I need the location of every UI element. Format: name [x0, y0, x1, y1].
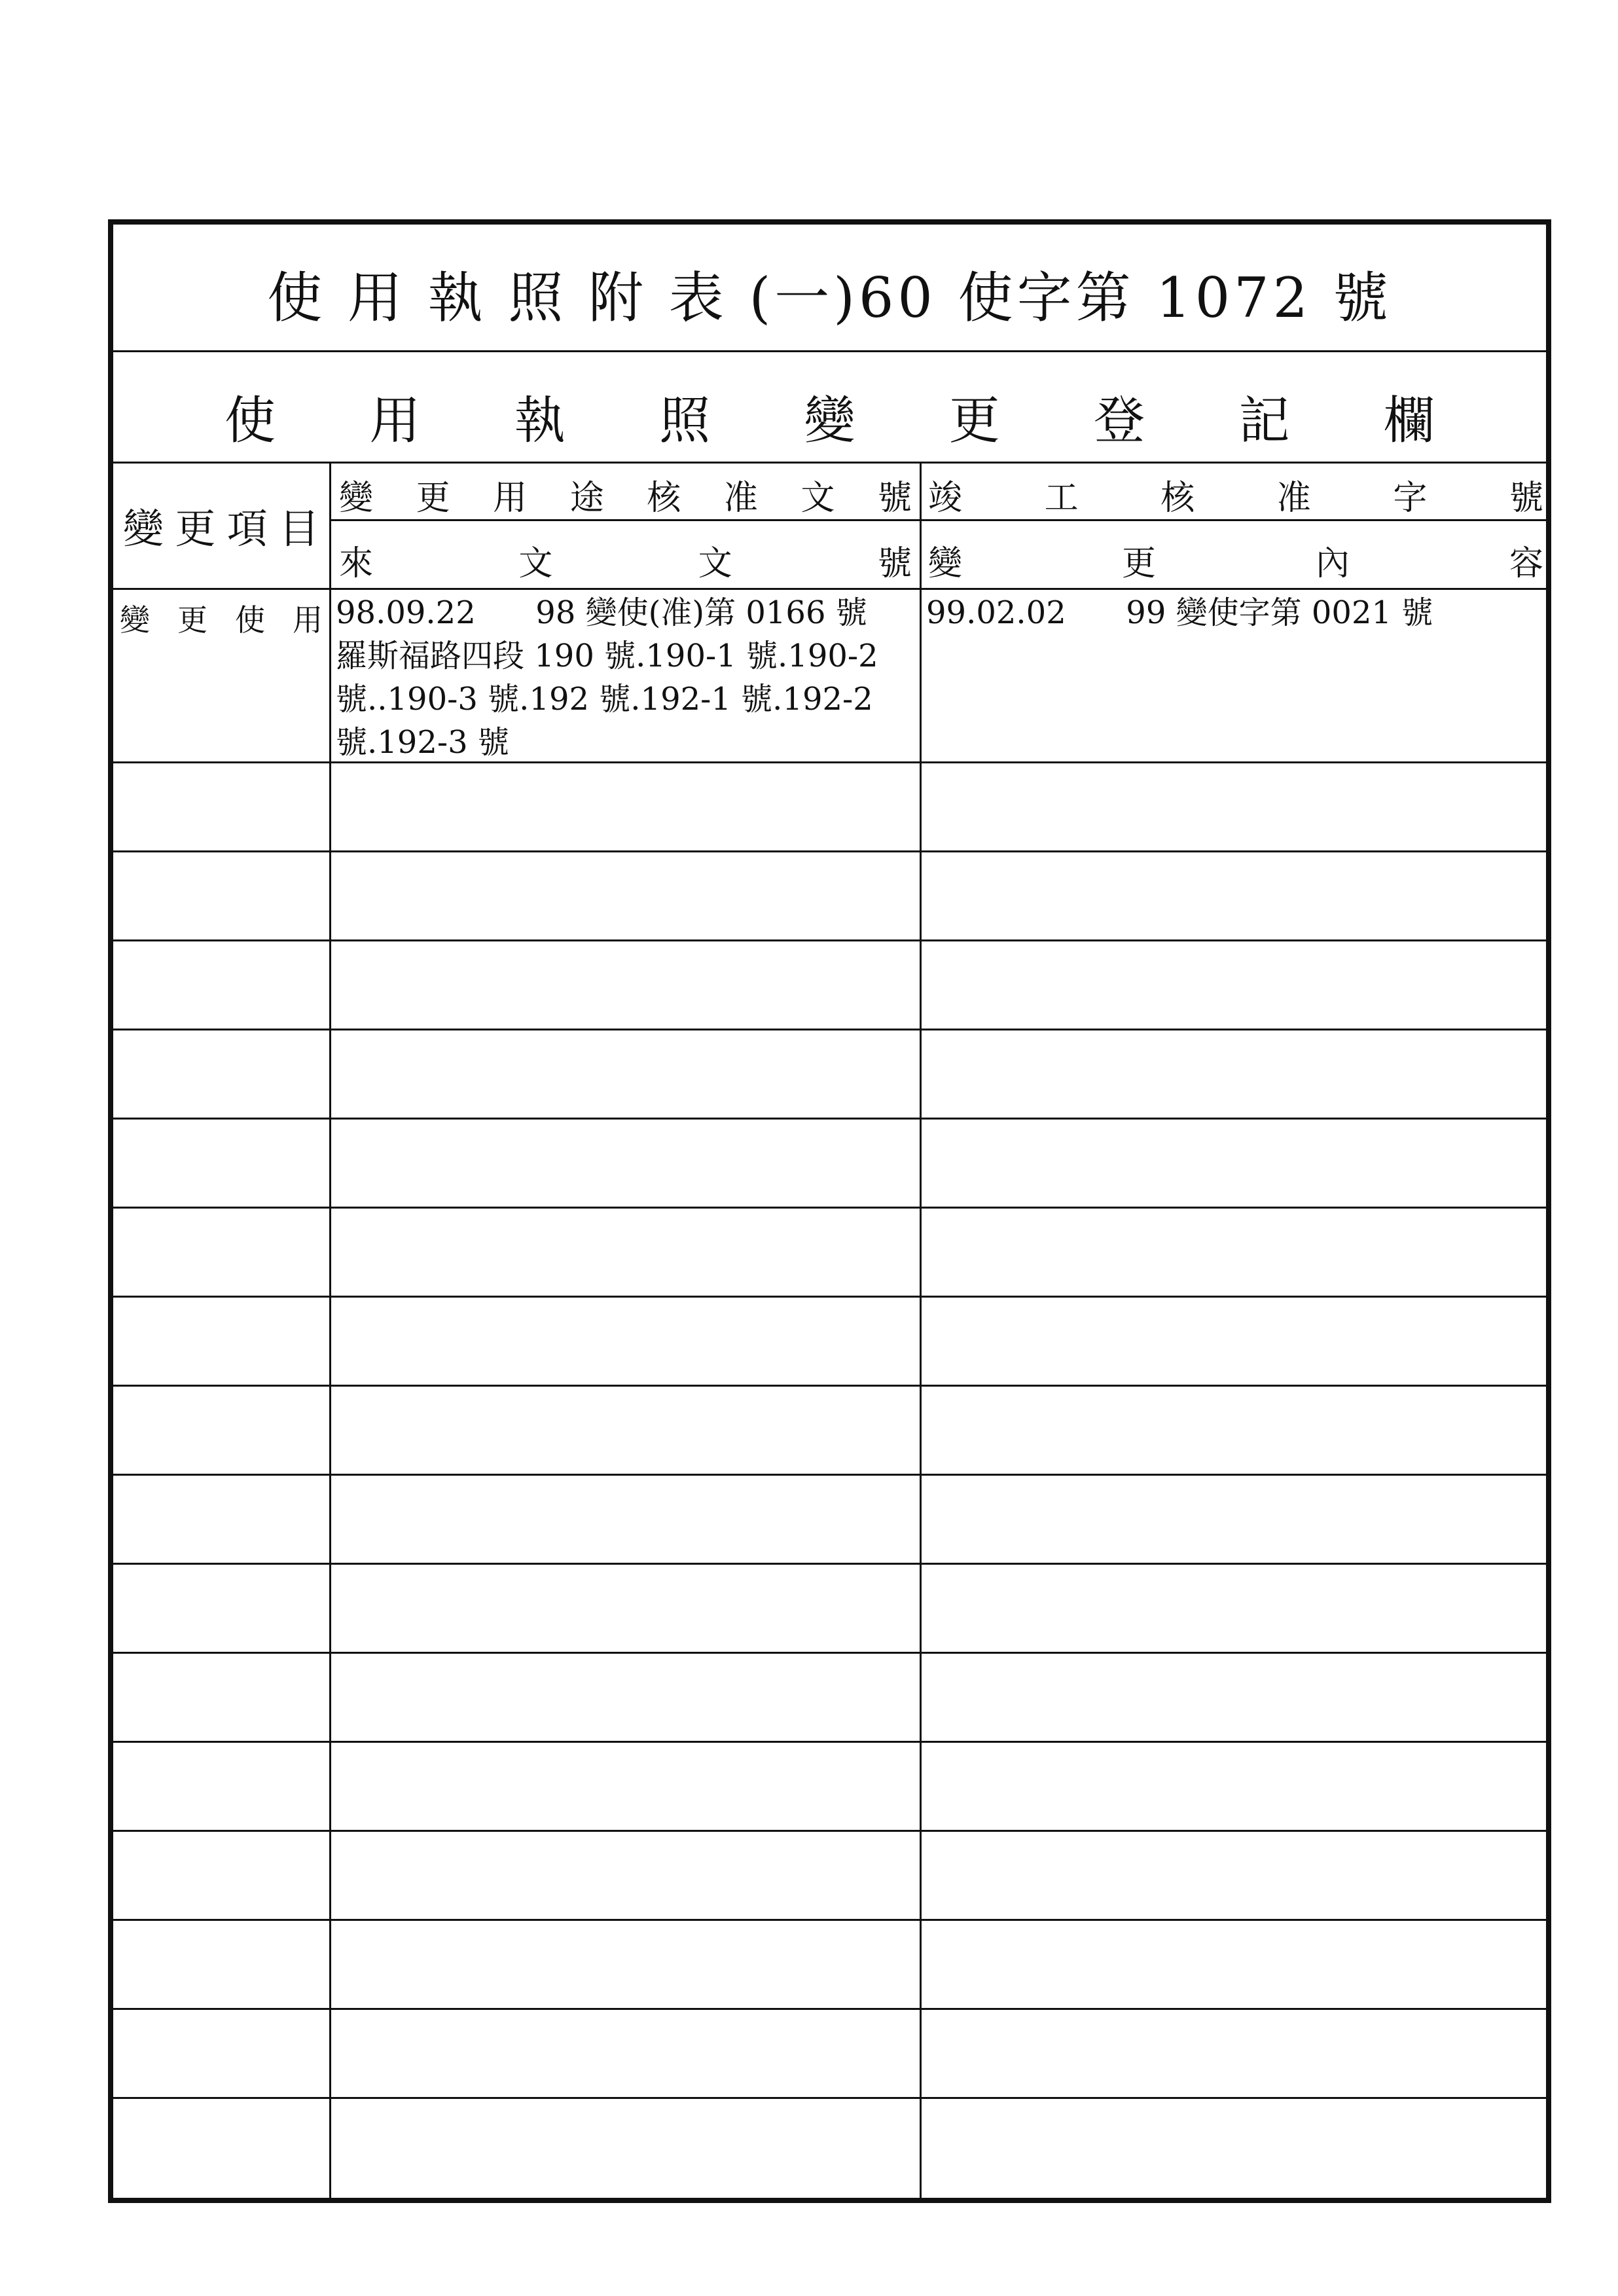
header-char: 變 [928, 544, 963, 583]
row-item-char: 用 [293, 602, 323, 638]
header-char: 文 [800, 479, 835, 518]
row-line [113, 1029, 1551, 1030]
header-item-char: 目 [278, 505, 319, 553]
header-incoming-doc-no [339, 536, 912, 585]
row-line [113, 1474, 1551, 1476]
header-item-char: 項 [226, 505, 268, 553]
section-title-char: 用 [369, 392, 421, 450]
row-right-text: 99.02.02 99 變使字第 0021 號 [926, 594, 1433, 631]
row-item-char: 使 [235, 602, 265, 638]
header-char: 准 [723, 479, 758, 518]
row-item-char: 更 [177, 602, 207, 638]
row-left-text: 98.09.22 98 變使(准)第 0166 號 羅斯福路四段 190 號.190-1 號.190-2 號..190-3 號.192 號.192-1 號.192-2 號.192-3 號 [336, 594, 878, 761]
row-line [113, 1385, 1551, 1387]
header-char: 容 [1509, 544, 1543, 583]
section-title-char: 使 [225, 392, 276, 450]
section-title-char: 變 [804, 392, 855, 450]
header-char: 變 [339, 479, 374, 518]
row-line [113, 939, 1551, 941]
header-item-char: 更 [175, 505, 216, 553]
subtitle-row [113, 352, 1546, 464]
license-change-form [108, 219, 1551, 2203]
section-title-char: 欄 [1383, 392, 1435, 450]
row-line [113, 1652, 1551, 1654]
header-char: 更 [1121, 544, 1156, 583]
header-char: 號 [877, 544, 912, 583]
row-line [113, 1118, 1551, 1120]
row-item-char: 變 [120, 602, 150, 638]
header-char: 文 [698, 544, 732, 583]
title-row [113, 225, 1546, 352]
row-line [113, 2008, 1551, 2010]
header-change-item [123, 496, 319, 555]
header-char: 字 [1393, 479, 1428, 518]
row-line [113, 1563, 1551, 1565]
header-char: 內 [1315, 544, 1350, 583]
section-title-char: 執 [514, 392, 566, 450]
row-line [113, 1919, 1551, 1921]
header-completion-no [928, 470, 1543, 519]
row-line [113, 1207, 1551, 1209]
header-approval-doc-no [339, 470, 912, 519]
header-item-char: 變 [123, 505, 164, 553]
row-line [113, 761, 1551, 763]
header-char: 來 [339, 544, 374, 583]
header-char: 更 [416, 479, 450, 518]
row-line [113, 1296, 1551, 1298]
header-char: 用 [493, 479, 528, 518]
row-line [113, 2097, 1551, 2099]
section-title-char: 更 [948, 392, 1000, 450]
header-bottom-line [113, 588, 1551, 590]
header-char: 核 [647, 479, 681, 518]
header-char: 號 [1509, 479, 1543, 518]
header-char: 核 [1160, 479, 1195, 518]
row-change-item [120, 596, 323, 640]
section-title-char: 登 [1094, 392, 1145, 450]
col-divider-1 [329, 464, 331, 2198]
header-char: 准 [1276, 479, 1311, 518]
header-change-content [928, 536, 1543, 585]
header-char: 號 [877, 479, 912, 518]
header-char: 竣 [928, 479, 963, 518]
row-line [113, 1830, 1551, 1832]
header-mid-line [329, 519, 1551, 521]
row-line [113, 850, 1551, 852]
form-title: 使 用 執 照 附 表 (一)60 使字第 1072 號 [267, 266, 1392, 330]
header-char: 工 [1044, 479, 1079, 518]
section-title-char: 記 [1238, 392, 1290, 450]
header-char: 途 [569, 479, 604, 518]
section-title [225, 380, 1435, 453]
row-line [113, 1741, 1551, 1743]
header-char: 文 [518, 544, 553, 583]
section-title-char: 照 [659, 392, 711, 450]
col-divider-2 [920, 464, 922, 2198]
